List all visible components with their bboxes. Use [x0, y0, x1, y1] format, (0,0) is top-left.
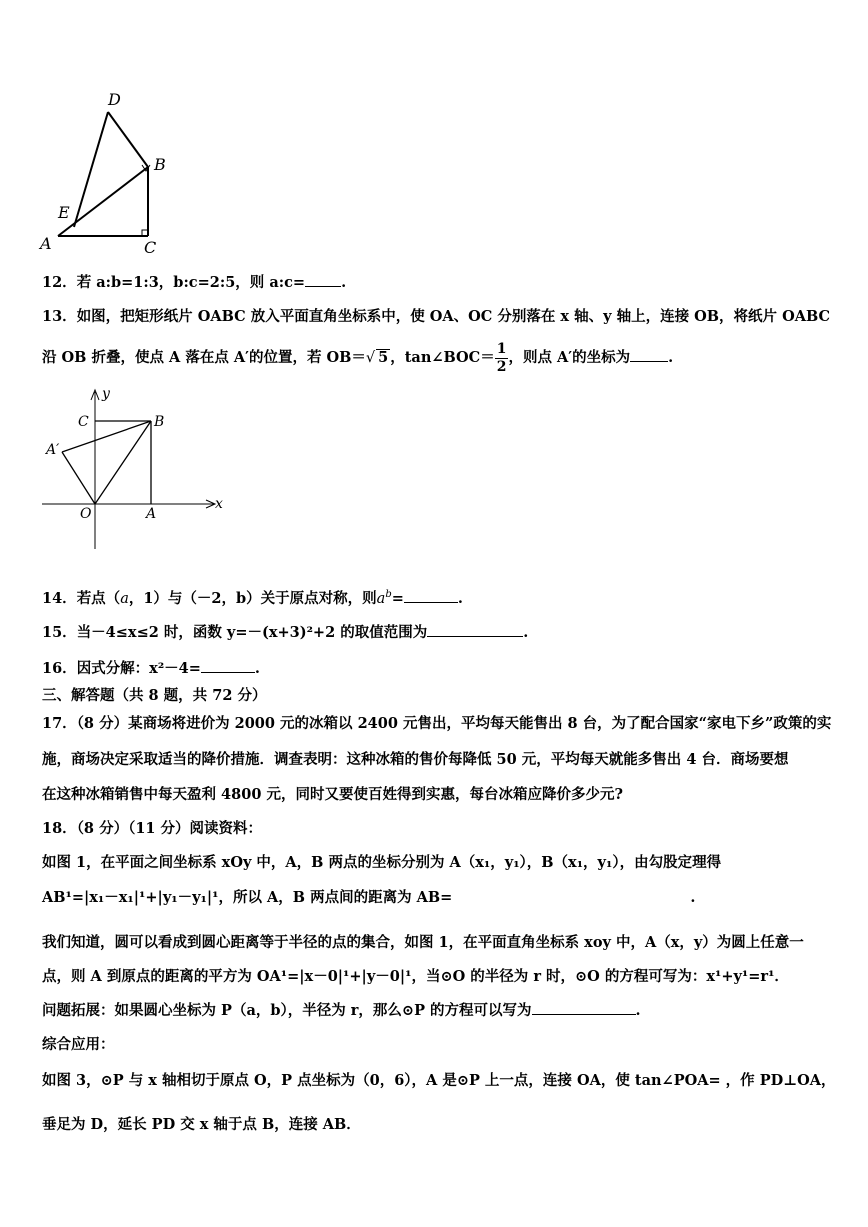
question-number: 16．: [42, 660, 77, 677]
label-b: B: [154, 155, 166, 174]
answer-blank[interactable]: [201, 658, 255, 673]
question-text: （8 分）（11 分）阅读资料：: [76, 820, 263, 837]
power-exponent: b: [385, 589, 392, 600]
fraction-half: [495, 341, 509, 376]
label-b: B: [154, 414, 165, 430]
period: .: [254, 660, 260, 677]
question-18-p1-line-2: [42, 887, 834, 909]
question-18-p2-line-1: 我们知道，圆可以看成到圆心距离等于半径的点的集合，如图 1，在平面直角坐标系 xoy 中，A（x，y）为圆上任意一: [42, 934, 804, 951]
question-17-line-1: [42, 713, 834, 735]
question-18-p5-line-2: 垂足为 D，延长 PD 交 x 轴于点 B，连接 AB．: [42, 1116, 361, 1133]
label-x: x: [215, 496, 223, 512]
segment-db: [108, 112, 148, 167]
question-text: AB¹=|x₁－x₁|¹+|y₁－y₁|¹，所以 A，B 两点间的距离为 AB=: [42, 889, 453, 906]
label-c: C: [78, 414, 89, 430]
question-text: 如图，把矩形纸片 OABC 放入平面直角坐标系中，使 OA、OC 分别落在 x 轴、y 轴上，连接 OB，将纸片 OABC: [76, 308, 831, 325]
question-18-p4: 综合应用：: [42, 1036, 115, 1053]
question-12: [42, 272, 834, 294]
figure-coordinate-fold: [38, 386, 228, 551]
label-a-prime: A′: [46, 442, 60, 458]
answer-blank[interactable]: [630, 347, 668, 362]
period: .: [635, 1002, 641, 1019]
question-text: （8 分）某商场将进价为 2000 元的冰箱以 2400 元售出，平均每天能售出 8 台，为了配合国家“家电下乡”政策的实: [76, 715, 832, 732]
answer-blank[interactable]: [532, 1000, 636, 1015]
variable-a: a: [120, 590, 129, 607]
label-o: O: [80, 506, 92, 522]
segment-a-prime-b: [62, 421, 151, 452]
question-18-p3: [42, 1000, 834, 1022]
fraction-numerator: 1: [496, 340, 507, 357]
question-16: [42, 658, 834, 680]
figure-triangle-abcde: [30, 85, 170, 260]
question-text: ，则点 A′的坐标为: [508, 349, 631, 366]
question-number: 15．: [42, 624, 77, 641]
question-13-line-1: [42, 306, 834, 328]
question-17-line-3: 在这种冰箱销售中每天盈利 4800 元，同时又要使百姓得到实惠，每台冰箱应降价多少元?: [42, 786, 623, 803]
answer-blank[interactable]: [404, 588, 458, 603]
sqrt-value: 5: [378, 349, 389, 366]
question-text: 问题拓展：如果圆心坐标为 P（a，b），半径为 r，那么⊙P 的方程可以写为: [42, 1002, 532, 1019]
label-e: E: [58, 203, 70, 222]
fraction-denominator: 2: [496, 358, 507, 375]
question-13-line-2: [42, 338, 834, 378]
label-y: y: [102, 386, 110, 402]
question-number: 12．: [42, 274, 77, 291]
sqrt-symbol: √: [365, 350, 376, 366]
period: .: [668, 349, 674, 366]
period: .: [341, 274, 347, 291]
question-number: 14．: [42, 589, 77, 607]
question-15: [42, 622, 834, 644]
question-18-head: [42, 818, 834, 840]
question-18-p1-line-1: 如图 1，在平面之间坐标系 xOy 中，A，B 两点的坐标分别为 A（x₁，y₁），B（x₁，y₁），由勾股定理得: [42, 854, 722, 871]
question-14: [42, 584, 834, 610]
question-number: 17．: [42, 715, 77, 732]
period: .: [523, 624, 529, 641]
question-text: 若点（: [76, 589, 121, 607]
question-text: 若 a:b=1:3，b:c=2:5，则 a:c=: [76, 274, 306, 291]
question-18-p2-line-2: 点，则 A 到原点的距离的平方为 OA¹=|x－0|¹+|y－0|¹，当⊙O 的半径为 r 时，⊙O 的方程可写为：x¹+y¹=r¹．: [42, 968, 789, 985]
answer-blank[interactable]: [427, 622, 523, 637]
segment-oa-prime: [62, 452, 95, 504]
period: .: [690, 889, 696, 906]
question-text: 当－4≤x≤2 时，函数 y=－(x+3)²+2 的取值范围为: [76, 624, 428, 641]
question-text: ，1）与（－2，b）关于原点对称，则: [128, 589, 377, 607]
power-base: a: [376, 590, 386, 607]
question-18-p5-line-1: 如图 3，⊙P 与 x 轴相切于原点 O，P 点坐标为（0，6），A 是⊙P 上一点，连接 OA，使 tan∠POA= ，作 PD⊥OA，: [42, 1072, 836, 1089]
label-a: A: [146, 506, 157, 522]
section-heading: 三、解答题（共 8 题，共 72 分）: [42, 687, 267, 704]
label-d: D: [108, 90, 121, 109]
segment-ab: [58, 167, 148, 236]
label-a: A: [40, 234, 52, 253]
question-text: ，tan∠BOC＝: [390, 349, 495, 366]
question-number: 18．: [42, 820, 77, 837]
question-17-line-2: 施，商场决定采取适当的降价措施．调查表明：这种冰箱的售价每降低 50 元，平均每天就能多售出 4 台．商场要想: [42, 751, 789, 768]
question-text: 因式分解：x²－4=: [76, 660, 201, 677]
question-text: 沿 OB 折叠，使点 A 落在点 A′的位置，若 OB＝: [42, 349, 366, 366]
label-c: C: [144, 238, 157, 257]
segment-ob: [95, 421, 151, 504]
equals-sign: =: [391, 589, 404, 607]
question-number: 13．: [42, 308, 77, 325]
period: .: [457, 589, 463, 607]
answer-blank[interactable]: [305, 272, 341, 287]
